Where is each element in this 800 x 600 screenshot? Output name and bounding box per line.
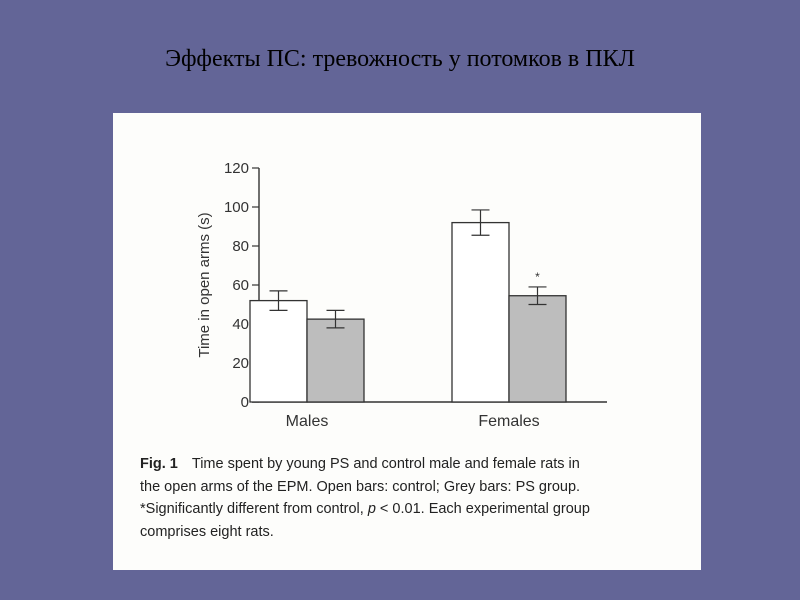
figure-panel: [113, 113, 701, 570]
slide-title: Эффекты ПС: тревожность у потомков в ПКЛ: [165, 46, 635, 72]
bar-males-series-0: [250, 301, 307, 402]
y-axis-label: Time in open arms (s): [196, 212, 213, 358]
bar-males-series-1: [307, 319, 364, 402]
y-tick-label: 120: [223, 160, 249, 177]
y-tick-label: 0: [240, 394, 249, 411]
y-tick-label: 40: [232, 316, 249, 333]
caption-line-2: the open arms of the EPM. Open bars: control; Grey bars: PS group.: [140, 478, 581, 495]
significance-marker: *: [535, 269, 540, 284]
bar-females-series-1: [509, 296, 566, 402]
caption-line-1: Time spent by young PS and control male and female rats in: [191, 456, 580, 472]
y-tick-label: 60: [232, 277, 249, 294]
figure-label: Fig. 1: [140, 456, 178, 472]
caption-p-variable: p: [367, 501, 376, 517]
bar-females-series-0: [452, 223, 509, 402]
caption-line-3-pre: *Significantly different from control,: [140, 501, 368, 517]
x-category-label-males: Males: [285, 413, 329, 430]
y-tick-label: 80: [232, 238, 249, 255]
caption-line-3-post: < 0.01. Each experimental group: [375, 501, 590, 517]
x-category-label-females: Females: [478, 413, 540, 430]
y-tick-label: 20: [232, 355, 249, 372]
caption-line-4: comprises eight rats.: [140, 523, 274, 540]
figure-caption: [140, 453, 685, 543]
bar-chart: [113, 113, 701, 443]
y-tick-label: 100: [223, 199, 249, 216]
